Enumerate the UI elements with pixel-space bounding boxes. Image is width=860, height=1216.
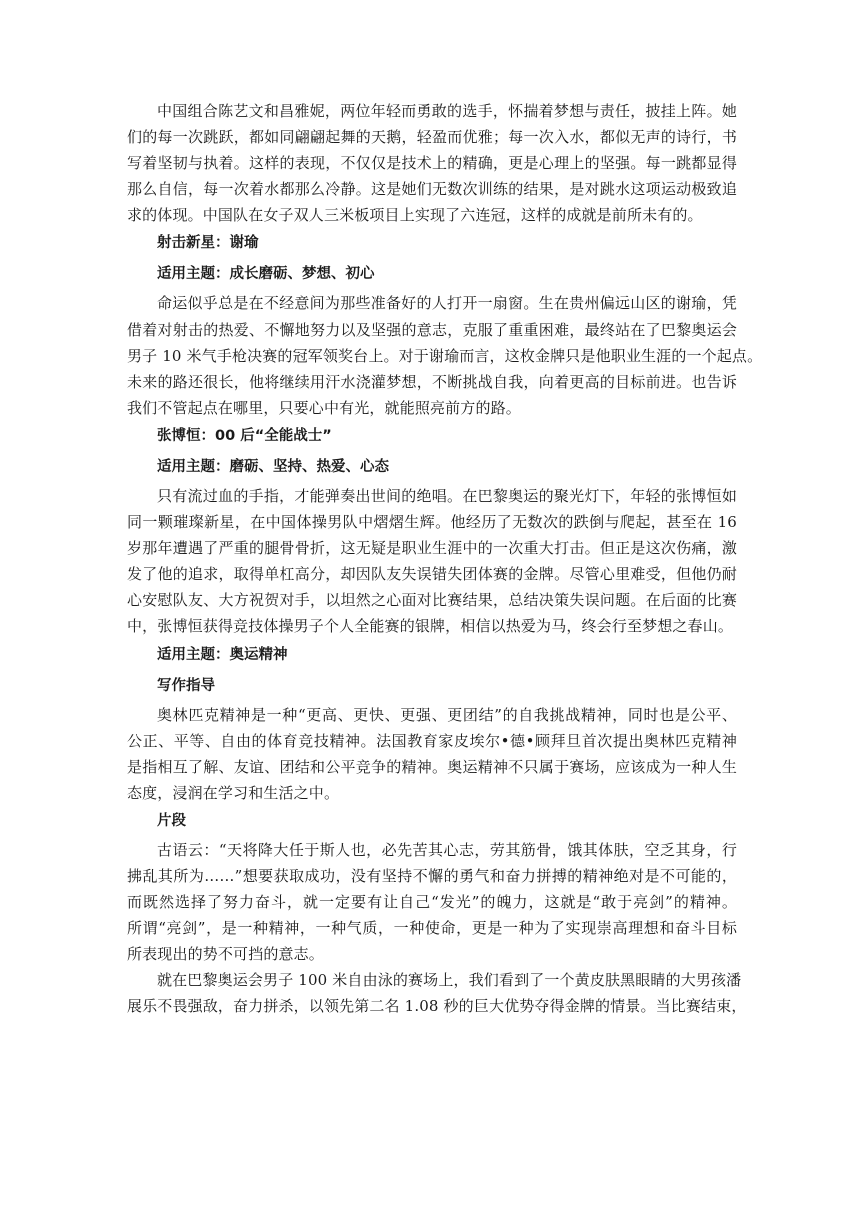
paragraph-line: 展乐不畏强敌，奋力拼杀，以领先第二名 1.08 秒的巨大优势夺得金牌的情景。当比赛结束， — [127, 997, 747, 1016]
paragraph-line: 求的体现。中国队在女子双人三米板项目上实现了六连冠，这样的成就是前所未有的。 — [127, 206, 703, 225]
paragraph-line: 同一颗璀璨新星，在中国体操男队中熠熠生辉。他经历了无数次的跌倒与爬起，甚至在 16 — [127, 513, 737, 532]
paragraph-line: 岁那年遭遇了严重的腿骨骨折，这无疑是职业生涯中的一次重大打击。但正是这次伤痛，激 — [127, 539, 737, 558]
paragraph-line: 我们不管起点在哪里，只要心中有光，就能照亮前方的路。 — [127, 398, 521, 417]
paragraph-line: 发了他的追求，取得单杠高分，却因队友失误错失团体赛的金牌。尽管心里难受，但他仍耐 — [127, 565, 737, 584]
paragraph — [127, 702, 737, 806]
paragraph — [127, 290, 763, 420]
paragraph — [127, 837, 737, 967]
paragraph-line: 是指相互了解、友谊、团结和公平竞争的精神。奥运精神不只属于赛场，应该成为一种人生 — [127, 757, 737, 776]
section-heading-writing-guide: 写作指导 — [157, 677, 215, 694]
paragraph-line: 命运似乎总是在不经意间为那些准备好的人打开一扇窗。生在贵州偏远山区的谢瑜，凭 — [157, 294, 737, 313]
theme-label-zhang-boheng: 适用主题：磨砺、坚持、热爱、心态 — [157, 458, 389, 475]
paragraph-line: 那么自信，每一次着水都那么冷静。这是她们无数次训练的结果，是对跳水这项运动极致追 — [127, 180, 737, 199]
paragraph — [127, 98, 737, 228]
paragraph-line: 借着对射击的热爱、不懈地努力以及坚强的意志，克服了重重困难，最终站在了巴黎奥运会 — [127, 320, 737, 339]
paragraph — [127, 483, 737, 640]
paragraph-line: 古语云：“天将降大任于斯人也，必先苦其心志，劳其筋骨，饿其体肤，空乏其身，行 — [157, 840, 737, 859]
theme-label-olympic-spirit: 适用主题：奥运精神 — [157, 646, 288, 663]
document-body — [127, 98, 763, 1020]
theme-label-xie-yu: 适用主题：成长磨砺、梦想、初心 — [157, 266, 375, 283]
paragraph-line: 所表现出的势不可挡的意志。 — [127, 945, 324, 964]
section-heading-excerpt: 片段 — [157, 812, 186, 829]
section-heading-zhang-boheng: 张博恒：00 后“全能战士” — [157, 427, 332, 444]
paragraph-line: 只有流过血的手指，才能弹奏出世间的绝唱。在巴黎奥运的聚光灯下，年轻的张博恒如 — [157, 486, 737, 505]
paragraph-line: 态度，浸润在学习和生活之中。 — [127, 783, 340, 802]
paragraph-line: 而既然选择了努力奋斗，就一定要有让自己“发光”的魄力，这就是“敢于亮剑”的精神。 — [127, 893, 737, 912]
paragraph-line: 男子 10 米气手枪决赛的冠军领奖台上。对于谢瑜而言，这枚金牌只是他职业生涯的一个起点。 — [127, 346, 763, 365]
paragraph-line: 们的每一次跳跃，都如同翩翩起舞的天鹅，轻盈而优雅；每一次入水，都似无声的诗行，书 — [127, 128, 737, 147]
paragraph-line: 拂乱其所为……”想要获取成功，没有坚持不懈的勇气和奋力拼搏的精神绝对是不可能的， — [127, 866, 737, 885]
paragraph-line: 奥林匹克精神是一种“更高、更快、更强、更团结”的自我挑战精神，同时也是公平、 — [157, 705, 737, 724]
section-heading-xie-yu: 射击新星：谢瑜 — [157, 235, 259, 252]
paragraph-line: 心安慰队友、大方祝贺对手，以坦然之心面对比赛结果，总结决策失误问题。在后面的比赛 — [127, 591, 737, 610]
paragraph-line: 中国组合陈艺文和昌雅妮，两位年轻而勇敢的选手，怀揣着梦想与责任，披挂上阵。她 — [157, 102, 737, 120]
paragraph-line: 中，张博恒获得竞技体操男子个人全能赛的银牌，相信以热爱为马，终会行至梦想之春山。 — [127, 617, 734, 636]
paragraph-line: 公正、平等、自由的体育竞技精神。法国教育家皮埃尔•德•顾拜旦首次提出奥林匹克精神 — [127, 731, 737, 750]
paragraph-line: 所谓“亮剑”，是一种精神，一种气质，一种使命，更是一种为了实现崇高理想和奋斗目标 — [127, 919, 737, 938]
paragraph — [127, 967, 747, 1019]
paragraph-line: 写着坚韧与执着。这样的表现，不仅仅是技术上的精确，更是心理上的坚强。每一跳都显得 — [127, 154, 737, 173]
paragraph-line: 未来的路还很长，他将继续用汗水浇灌梦想，不断挑战自我，向着更高的目标前进。也告诉 — [127, 372, 737, 391]
paragraph-line: 就在巴黎奥运会男子 100 米自由泳的赛场上，我们看到了一个黄皮肤黑眼睛的大男孩潘 — [157, 971, 742, 990]
